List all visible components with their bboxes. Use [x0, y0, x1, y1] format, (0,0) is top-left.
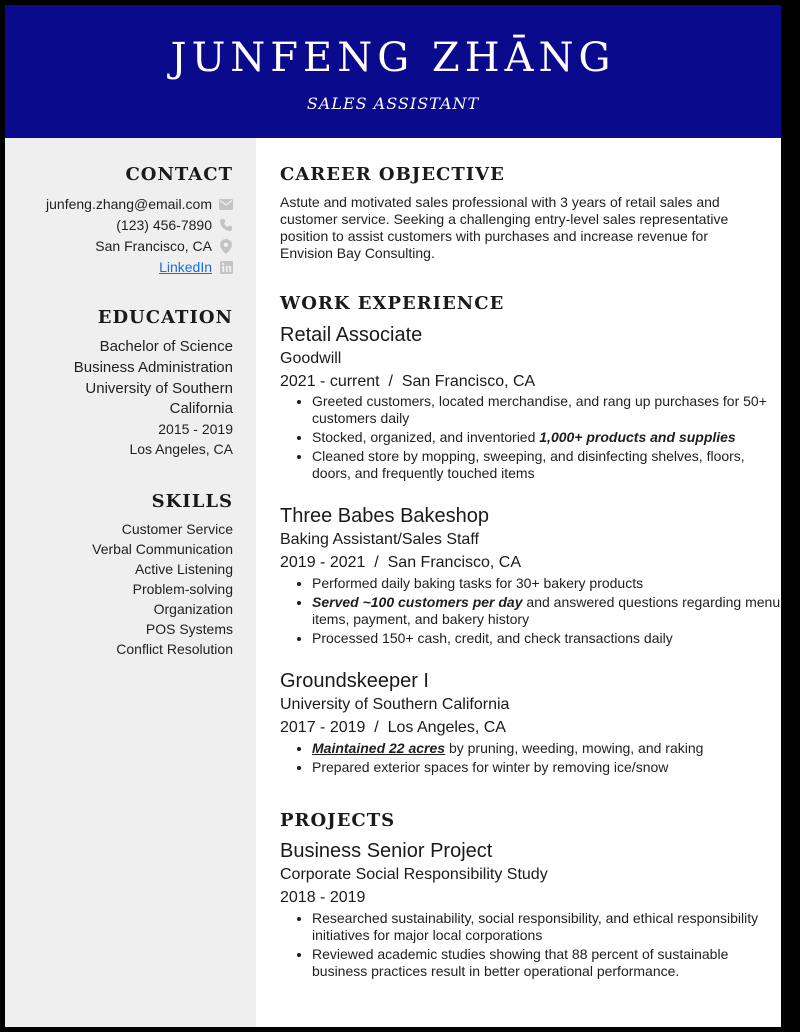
education-heading: EDUCATION — [97, 307, 233, 328]
education-school-line1: University of Southern — [85, 380, 233, 397]
job-bullets — [280, 740, 781, 778]
job-title: Retail Associate — [280, 324, 423, 346]
projects-heading: PROJECTS — [280, 810, 396, 831]
candidate-name: JUNFENG ZHĀNG — [170, 35, 616, 81]
job-bullet: • Greeted customers, located merchandise, and rang up purchases for 50+ customers daily — [312, 393, 781, 427]
phone-text: (123) 456-7890 — [116, 217, 212, 233]
job-bullets — [280, 393, 781, 484]
skill-item: Customer Service — [121, 521, 233, 537]
project-bullets — [280, 910, 781, 982]
project-subtitle: Corporate Social Responsibility Study — [280, 866, 548, 883]
highlight: Served ~100 customers per day — [312, 594, 523, 610]
education-block — [13, 336, 233, 459]
education-school-line2: California — [169, 400, 233, 417]
education-major: Business Administration — [73, 359, 233, 376]
highlight: Maintained 22 acres — [312, 740, 446, 756]
objective-heading: CAREER OBJECTIVE — [280, 164, 505, 185]
job-bullet: • Stocked, organized, and inventoried 1,000+ products and supplies — [312, 429, 781, 446]
project-bullet: • Researched sustainability, social responsibility, and ethical responsibility initiatives for major local corporations — [312, 910, 781, 944]
job-bullet: • Cleaned store by mopping, sweeping, and disinfecting shelves, floors, doors, and frequently touched items — [312, 448, 781, 482]
skill-item: Conflict Resolution — [116, 641, 233, 657]
skill-item: Active Listening — [134, 561, 233, 577]
linkedin-icon — [218, 261, 234, 274]
contact-email — [46, 194, 234, 214]
contact-phone — [116, 215, 234, 235]
sidebar — [5, 138, 256, 1027]
skill-item: POS Systems — [145, 621, 233, 637]
envelope-icon — [218, 199, 234, 210]
project-title: Business Senior Project — [280, 840, 493, 862]
skill-item: Problem-solving — [132, 581, 233, 597]
project-bullet: • Reviewed academic studies showing that 88 percent of sustainable business practices result in better operational performance. — [312, 946, 781, 980]
job-title: Groundskeeper I — [280, 670, 429, 692]
job-bullet: • Prepared exterior spaces for winter by removing ice/snow — [312, 759, 781, 776]
linkedin-link[interactable]: LinkedIn — [159, 259, 212, 275]
job-bullets — [280, 575, 781, 649]
job-dates-location: 2021 - current / San Francisco, CA — [280, 373, 536, 390]
job-title: Three Babes Bakeshop — [280, 505, 490, 527]
education-degree: Bachelor of Science — [99, 338, 233, 355]
skill-item: Organization — [153, 601, 233, 617]
location-text: San Francisco, CA — [95, 238, 212, 254]
skills-list — [13, 519, 233, 659]
skill-item: Verbal Communication — [92, 541, 233, 557]
contact-heading: CONTACT — [125, 164, 233, 185]
map-pin-icon — [218, 239, 234, 254]
contact-linkedin — [159, 257, 234, 277]
skills-heading: SKILLS — [151, 491, 233, 512]
job-dates-location: 2017 - 2019 / Los Angeles, CA — [280, 719, 506, 736]
phone-icon — [218, 218, 234, 232]
job-company: Baking Assistant/Sales Staff — [280, 531, 479, 548]
highlight: 1,000+ products and supplies — [539, 429, 736, 445]
job-company: Goodwill — [280, 350, 342, 367]
contact-location — [95, 236, 234, 256]
resume-header — [5, 5, 781, 138]
objective-text: Astute and motivated sales professional with 3 years of retail sales and customer service. Seeking a challenging entry-level sales representative position to assist customers with purchases and increase revenue for Envision Bay Consulting. — [280, 194, 729, 261]
education-location: Los Angeles, CA — [129, 441, 233, 457]
job-company: University of Southern California — [280, 696, 510, 713]
resume-page — [5, 5, 781, 1027]
candidate-role: SALES ASSISTANT — [306, 94, 480, 113]
job-bullet: • Processed 150+ cash, credit, and check transactions daily — [312, 630, 781, 647]
job-bullet: • Performed daily baking tasks for 30+ bakery products — [312, 575, 781, 592]
education-years: 2015 - 2019 — [158, 421, 233, 437]
job-bullet: • Served ~100 customers per day and answered questions regarding menu items, payment, and bakery history — [312, 594, 781, 628]
experience-heading: WORK EXPERIENCE — [280, 293, 505, 314]
job-dates-location: 2019 - 2021 / San Francisco, CA — [280, 554, 522, 571]
email-text: junfeng.zhang@email.com — [46, 196, 212, 212]
project-dates: 2018 - 2019 — [280, 889, 366, 906]
job-bullet: • Maintained 22 acres by pruning, weeding, mowing, and raking — [312, 740, 781, 757]
